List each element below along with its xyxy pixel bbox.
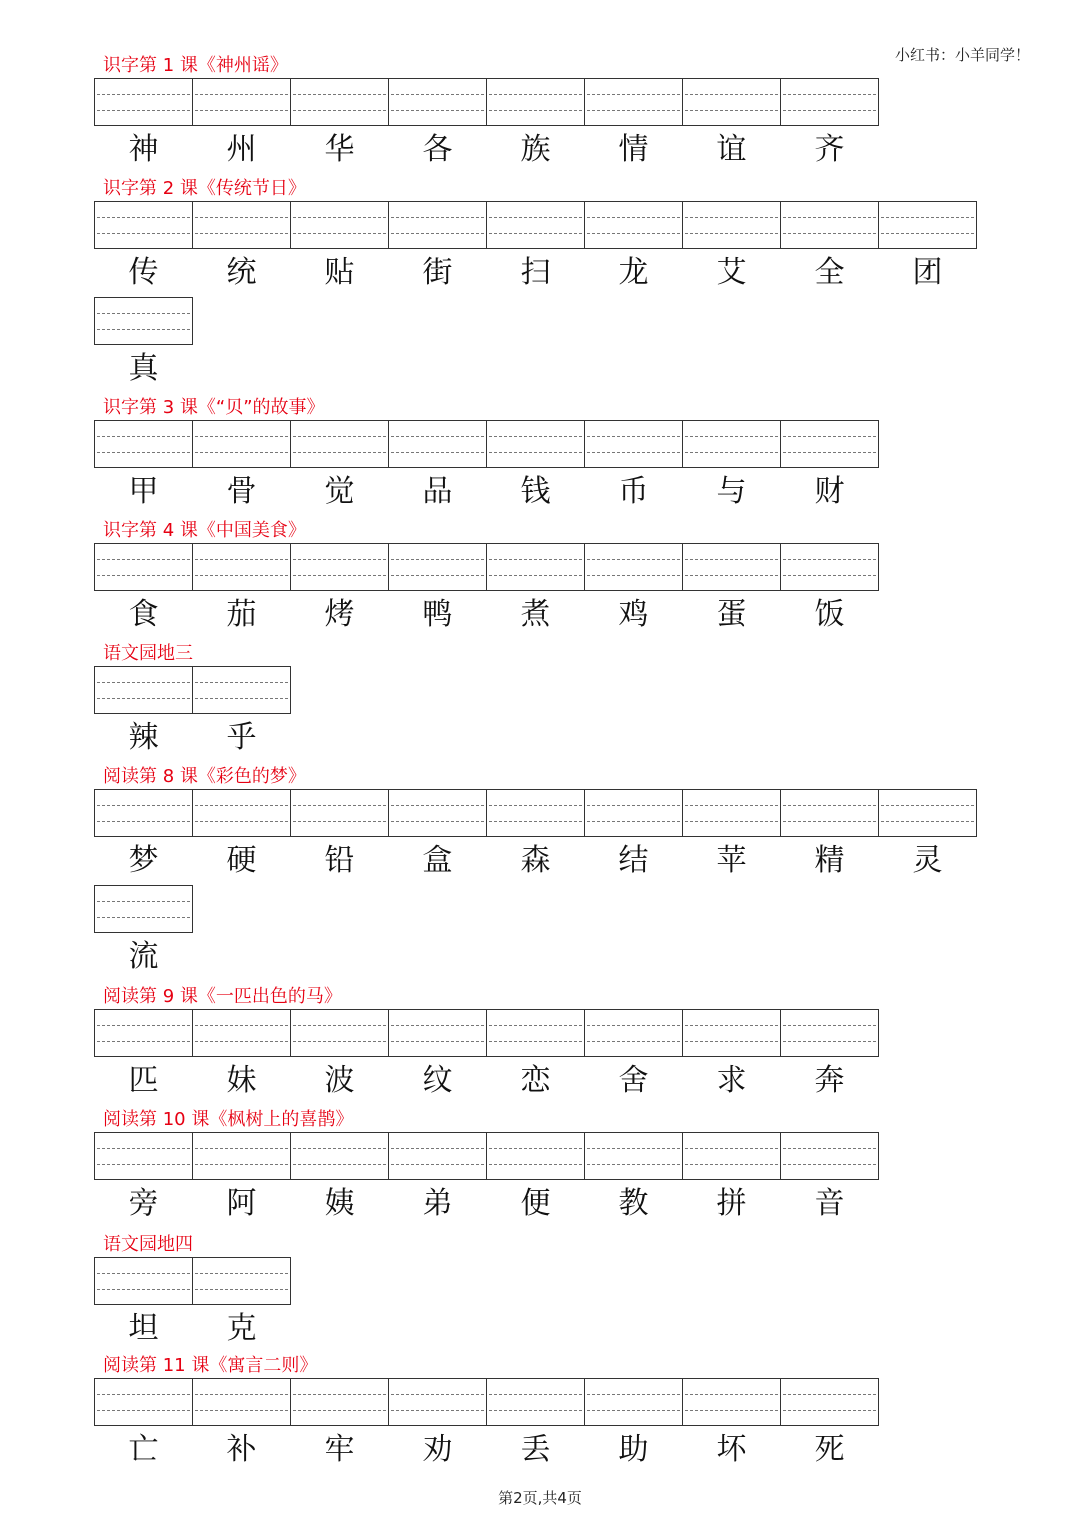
writing-grid-cell (290, 543, 389, 591)
writing-grid-cell (290, 789, 389, 837)
vocab-character: 劝 (422, 1432, 453, 1467)
vocab-character: 各 (422, 132, 453, 167)
writing-grid-cell (388, 1378, 487, 1426)
writing-grid-cell (584, 78, 683, 126)
vocab-character: 扫 (520, 255, 551, 290)
vocab-character: 族 (520, 132, 551, 167)
vocab-character: 音 (814, 1186, 845, 1221)
vocab-character: 坏 (716, 1432, 747, 1467)
vocab-character: 梦 (128, 843, 159, 878)
vocab-character: 流 (128, 939, 159, 974)
writing-grid-cell (388, 1132, 487, 1180)
vocab-character: 钱 (520, 474, 551, 509)
writing-grid-cell (780, 420, 879, 468)
vocab-character: 拼 (716, 1186, 747, 1221)
writing-grid-cell (780, 1009, 879, 1057)
writing-grid-cell (192, 789, 291, 837)
writing-grid-cell (290, 1009, 389, 1057)
section-title: 语文园地四 (103, 1234, 193, 1255)
vocab-character: 阿 (226, 1186, 257, 1221)
vocab-character: 结 (618, 843, 649, 878)
vocab-character: 姨 (324, 1186, 355, 1221)
vocab-character: 盒 (422, 843, 453, 878)
writing-grid-cell (780, 789, 879, 837)
vocab-character: 鸡 (618, 597, 649, 632)
vocab-character: 艾 (716, 255, 747, 290)
vocab-character: 波 (324, 1063, 355, 1098)
writing-grid-cell (682, 1378, 781, 1426)
vocab-character: 灵 (912, 843, 943, 878)
vocab-character: 财 (814, 474, 845, 509)
vocab-character: 州 (226, 132, 257, 167)
writing-grid-cell (94, 789, 193, 837)
writing-grid-row (94, 666, 290, 714)
vocab-character: 龙 (618, 255, 649, 290)
vocab-character: 旁 (128, 1186, 159, 1221)
vocab-character: 求 (716, 1063, 747, 1098)
vocab-character: 铅 (324, 843, 355, 878)
header-note: 小红书：小羊同学！ (894, 46, 1030, 64)
writing-grid-cell (94, 1378, 193, 1426)
section-title: 阅读第 8 课《彩色的梦》 (103, 766, 306, 787)
vocab-character: 真 (128, 351, 159, 386)
vocab-character: 森 (520, 843, 551, 878)
writing-grid-cell (486, 543, 585, 591)
vocab-character: 恋 (520, 1063, 551, 1098)
vocab-character: 舍 (618, 1063, 649, 1098)
vocab-character: 食 (128, 597, 159, 632)
writing-grid-cell (682, 1132, 781, 1180)
writing-grid-cell (94, 1009, 193, 1057)
writing-grid-cell (780, 1378, 879, 1426)
vocab-character: 克 (226, 1311, 257, 1346)
writing-grid-cell (682, 789, 781, 837)
writing-grid-cell (94, 1257, 193, 1305)
writing-grid-row (94, 1132, 878, 1180)
vocab-character: 坦 (128, 1311, 159, 1346)
vocab-character: 便 (520, 1186, 551, 1221)
writing-grid-cell (290, 1132, 389, 1180)
vocab-character: 全 (814, 255, 845, 290)
writing-grid-cell (682, 201, 781, 249)
writing-grid-cell (94, 543, 193, 591)
vocab-character: 弟 (422, 1186, 453, 1221)
writing-grid-cell (290, 201, 389, 249)
writing-grid-cell (94, 297, 193, 345)
writing-grid-row (94, 297, 192, 345)
vocab-character: 死 (814, 1432, 845, 1467)
vocab-character: 币 (618, 474, 649, 509)
writing-grid-cell (584, 1378, 683, 1426)
writing-grid-row (94, 420, 878, 468)
vocab-character: 蛋 (716, 597, 747, 632)
section-title: 识字第 1 课《神州谣》 (103, 55, 288, 76)
vocab-character: 亡 (128, 1432, 159, 1467)
vocab-character: 饭 (814, 597, 845, 632)
writing-grid-cell (682, 78, 781, 126)
writing-grid-row (94, 789, 976, 837)
writing-grid-cell (388, 1009, 487, 1057)
writing-grid-cell (290, 78, 389, 126)
writing-grid-cell (486, 1132, 585, 1180)
writing-grid-cell (94, 1132, 193, 1180)
writing-grid-cell (780, 543, 879, 591)
vocab-character: 补 (226, 1432, 257, 1467)
writing-grid-cell (584, 201, 683, 249)
writing-grid-cell (192, 420, 291, 468)
writing-grid-row (94, 543, 878, 591)
writing-grid-cell (388, 201, 487, 249)
section-title: 识字第 2 课《传统节日》 (103, 178, 306, 199)
vocab-character: 精 (814, 843, 845, 878)
writing-grid-cell (94, 78, 193, 126)
writing-grid-cell (878, 201, 977, 249)
section-title: 语文园地三 (103, 643, 193, 664)
writing-grid-cell (388, 789, 487, 837)
writing-grid-row (94, 1009, 878, 1057)
writing-grid-cell (486, 1378, 585, 1426)
writing-grid-cell (486, 78, 585, 126)
writing-grid-cell (878, 789, 977, 837)
writing-grid-cell (780, 1132, 879, 1180)
writing-grid-cell (192, 78, 291, 126)
writing-grid-cell (584, 1009, 683, 1057)
writing-grid-cell (94, 666, 193, 714)
vocab-character: 甲 (128, 474, 159, 509)
section-title: 识字第 4 课《中国美食》 (103, 520, 306, 541)
vocab-character: 贴 (324, 255, 355, 290)
vocab-character: 奔 (814, 1063, 845, 1098)
writing-grid-cell (192, 1009, 291, 1057)
writing-grid-cell (388, 543, 487, 591)
writing-grid-cell (94, 201, 193, 249)
vocab-character: 统 (226, 255, 257, 290)
vocab-character: 牢 (324, 1432, 355, 1467)
writing-grid-cell (486, 789, 585, 837)
section-title: 阅读第 11 课《寓言二则》 (103, 1355, 318, 1376)
writing-grid-cell (780, 201, 879, 249)
vocab-character: 硬 (226, 843, 257, 878)
writing-grid-cell (290, 420, 389, 468)
writing-grid-row (94, 1378, 878, 1426)
section-title: 阅读第 9 课《一匹出色的马》 (103, 986, 342, 1007)
vocab-character: 烤 (324, 597, 355, 632)
vocab-character: 助 (618, 1432, 649, 1467)
vocab-character: 情 (618, 132, 649, 167)
writing-grid-row (94, 885, 192, 933)
writing-grid-cell (192, 1378, 291, 1426)
vocab-character: 品 (422, 474, 453, 509)
writing-grid-cell (94, 885, 193, 933)
writing-grid-cell (192, 1257, 291, 1305)
vocab-character: 团 (912, 255, 943, 290)
section-title: 识字第 3 课《“贝”的故事》 (103, 397, 325, 418)
vocab-character: 茄 (226, 597, 257, 632)
writing-grid-cell (584, 420, 683, 468)
vocab-character: 教 (618, 1186, 649, 1221)
vocab-character: 鸭 (422, 597, 453, 632)
writing-grid-cell (486, 420, 585, 468)
writing-grid-cell (682, 1009, 781, 1057)
vocab-character: 齐 (814, 132, 845, 167)
writing-grid-cell (192, 1132, 291, 1180)
writing-grid-row (94, 201, 976, 249)
vocab-character: 华 (324, 132, 355, 167)
writing-grid-cell (682, 543, 781, 591)
writing-grid-cell (192, 666, 291, 714)
writing-grid-cell (682, 420, 781, 468)
writing-grid-cell (192, 201, 291, 249)
vocab-character: 与 (716, 474, 747, 509)
vocab-character: 妹 (226, 1063, 257, 1098)
writing-grid-cell (192, 543, 291, 591)
vocab-character: 神 (128, 132, 159, 167)
vocab-character: 谊 (716, 132, 747, 167)
vocab-character: 觉 (324, 474, 355, 509)
vocab-character: 匹 (128, 1063, 159, 1098)
vocab-character: 辣 (128, 720, 159, 755)
writing-grid-cell (584, 1132, 683, 1180)
section-title: 阅读第 10 课《枫树上的喜鹊》 (103, 1109, 354, 1130)
vocab-character: 骨 (226, 474, 257, 509)
writing-grid-row (94, 1257, 290, 1305)
page-footer: 第2页,共4页 (498, 1489, 582, 1507)
writing-grid-cell (486, 201, 585, 249)
vocab-character: 街 (422, 255, 453, 290)
writing-grid-cell (780, 78, 879, 126)
writing-grid-cell (584, 789, 683, 837)
vocab-character: 丢 (520, 1432, 551, 1467)
vocab-character: 煮 (520, 597, 551, 632)
writing-grid-cell (388, 420, 487, 468)
writing-grid-row (94, 78, 878, 126)
writing-grid-cell (290, 1378, 389, 1426)
writing-grid-cell (486, 1009, 585, 1057)
vocab-character: 苹 (716, 843, 747, 878)
writing-grid-cell (584, 543, 683, 591)
vocab-character: 传 (128, 255, 159, 290)
vocab-character: 乎 (226, 720, 257, 755)
vocab-character: 纹 (422, 1063, 453, 1098)
writing-grid-cell (388, 78, 487, 126)
writing-grid-cell (94, 420, 193, 468)
